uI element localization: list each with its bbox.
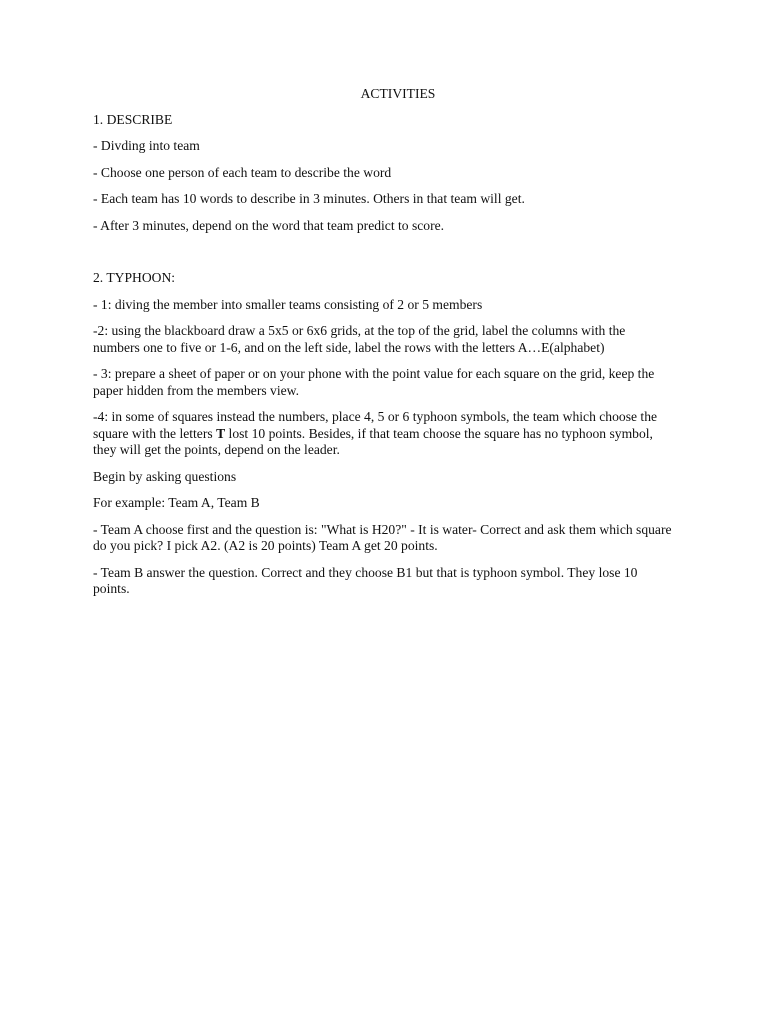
section-heading-describe: 1. DESCRIBE xyxy=(93,111,173,127)
team-b-example: - Team B answer the question. Correct and they choose B1 but that is typhoon symbol. They lose 10 points. xyxy=(93,564,638,596)
describe-item-2: - Choose one person of each team to describe the word xyxy=(93,164,392,180)
section-spacer xyxy=(93,244,673,270)
typhoon-step-3: - 3: prepare a sheet of paper or on your phone with the point value for each square on the grid, keep the paper hidden from the members view. xyxy=(93,366,655,398)
describe-item-4: - After 3 minutes, depend on the word that team predict to score. xyxy=(93,217,445,233)
typhoon-step-4 xyxy=(93,409,673,459)
typhoon-step-4-text-start: -4: in some of squares instead the numbers, place 4, 5 or 6 typhoon symbols, the team which choose the square with the letters xyxy=(93,409,658,441)
team-a-example: - Team A choose first and the question is: "What is H20?" - It is water- Correct and ask them which square do you pick? I pick A2. (A2 is 20 points) Team A get 20 points. xyxy=(93,521,672,553)
section-heading-typhoon: 2. TYPHOON: xyxy=(93,270,176,285)
describe-item-3: - Each team has 10 words to describe in 3 minutes. Others in that team will get. xyxy=(93,191,525,206)
document-body xyxy=(93,86,673,608)
example-teams-text: For example: Team A, Team B xyxy=(93,495,260,510)
typhoon-step-2: -2: using the blackboard draw a 5x5 or 6x6 grids, at the top of the grid, label the columns with the numbers one to five or 1-6, and on the left side, label the rows with the letters A…E(alphabet) xyxy=(93,323,626,355)
typhoon-letter-t: T xyxy=(216,425,226,441)
begin-asking-text: Begin by asking questions xyxy=(93,468,237,484)
describe-item-1: - Divding into team xyxy=(93,138,200,153)
typhoon-step-4-text-end: lost 10 points. Besides, if that team choose the square has no typhoon symbol, they will get the points, depend on the leader. xyxy=(93,425,653,457)
typhoon-step-1: - 1: diving the member into smaller teams consisting of 2 or 5 members xyxy=(93,296,483,312)
document-title: ACTIVITIES xyxy=(360,86,436,101)
